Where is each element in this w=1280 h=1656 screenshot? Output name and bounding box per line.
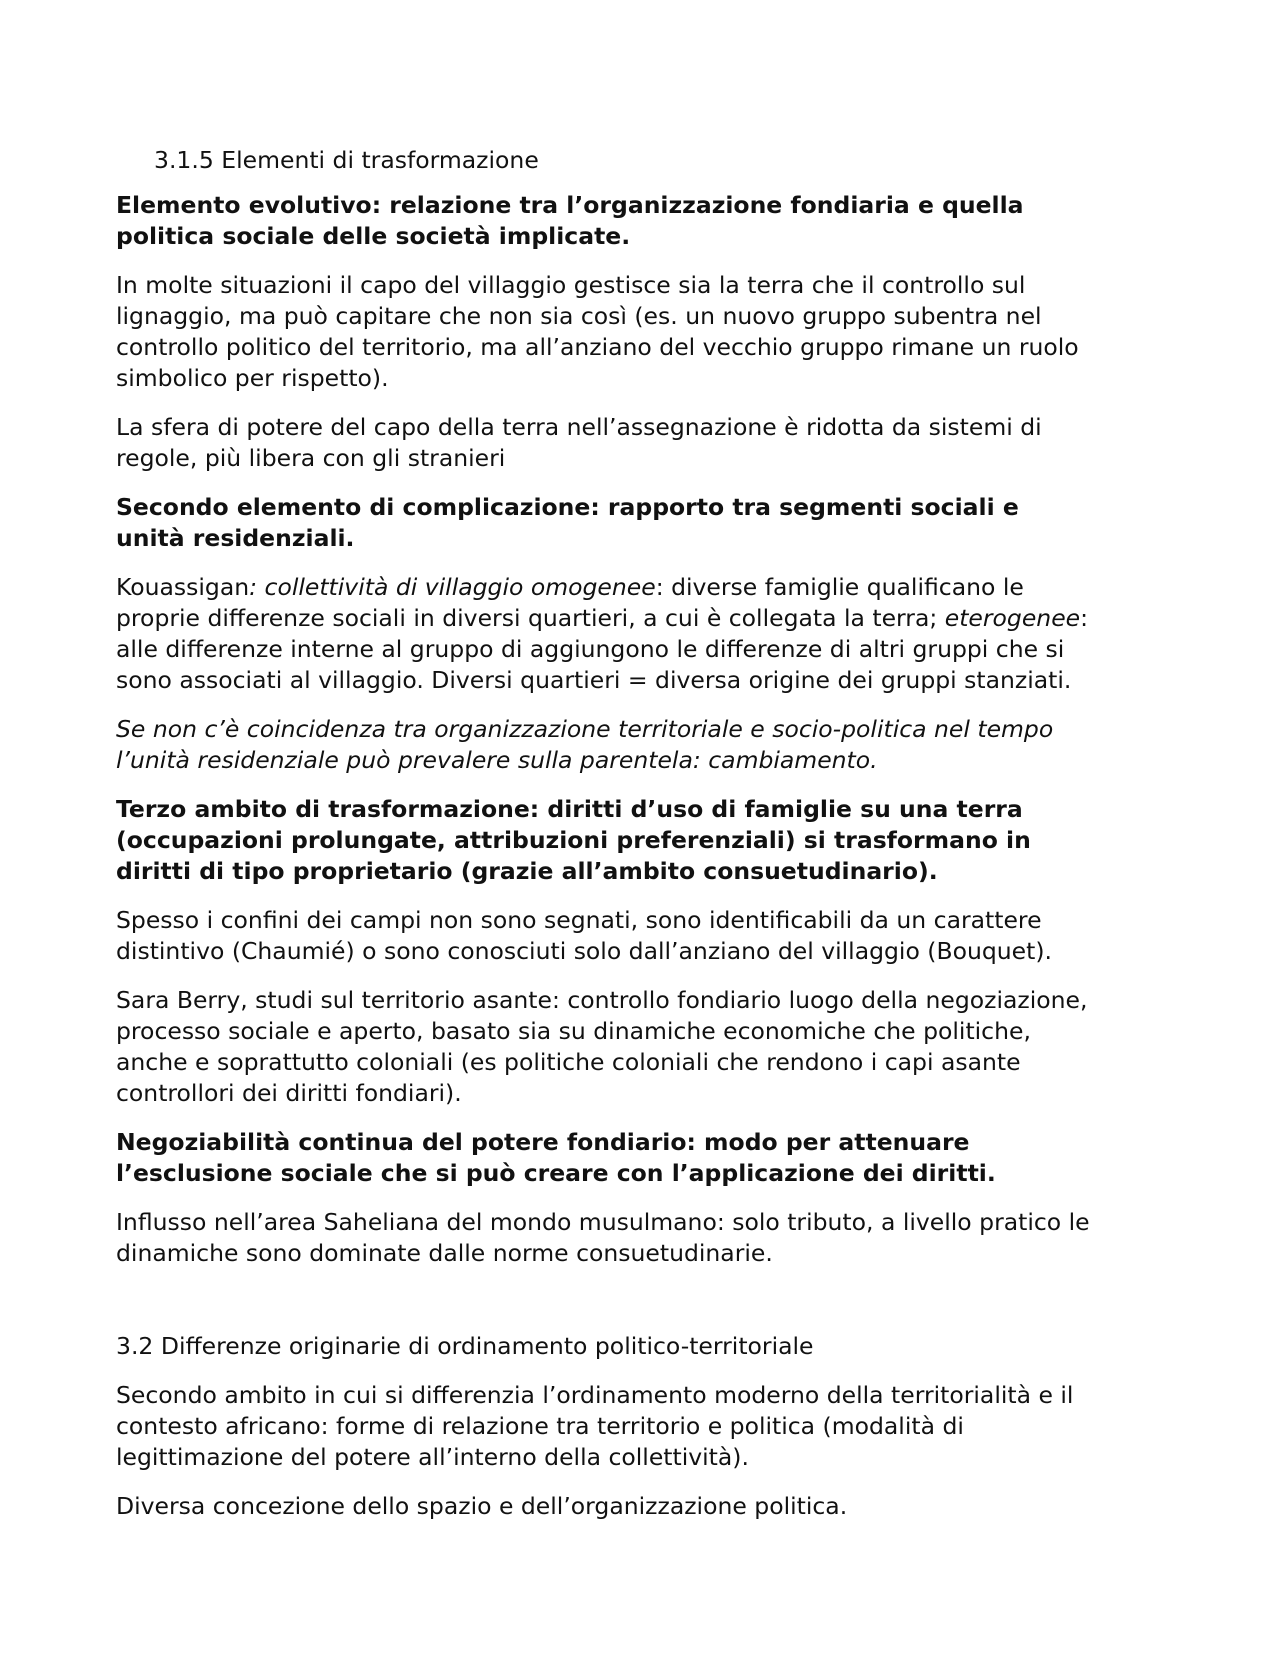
- text-line: alle differenze interne al gruppo di aggiungono le differenze di altri gruppi che si: [116, 635, 1065, 663]
- italic-term: eterogenee: [944, 604, 1081, 632]
- text-line: anche e soprattutto coloniali (es politiche coloniali che rendono i capi asante: [116, 1048, 1021, 1076]
- paragraph-confini-campi: [116, 905, 1166, 967]
- text-line: Sara Berry, studi sul territorio asante: controllo fondiario luogo della negoziazione,: [116, 986, 1088, 1014]
- text-run: :: [1080, 604, 1089, 632]
- text-line: Spesso i confini dei campi non sono segnati, sono identificabili da un carattere: [116, 906, 1042, 934]
- text-line: Se non c’è coincidenza tra organizzazione territoriale e socio-politica nel tempo: [116, 715, 1054, 743]
- paragraph-capo-villaggio: [116, 270, 1166, 394]
- text-line: sono associati al villaggio. Diversi quartieri = diversa origine dei gruppi stanziati.: [116, 666, 1072, 694]
- text-line: Terzo ambito di trasformazione: diritti d’uso di famiglie su una terra: [116, 795, 1023, 823]
- paragraph-influsso-saheliana: [116, 1207, 1166, 1269]
- text-line: Secondo ambito in cui si differenzia l’ordinamento moderno della territorialità e il: [116, 1381, 1074, 1409]
- paragraph-sara-berry: [116, 985, 1166, 1109]
- text-line: La sfera di potere del capo della terra nell’assegnazione è ridotta da sistemi di: [116, 413, 1042, 441]
- text-line: Elemento evolutivo: relazione tra l’organizzazione fondiaria e quella: [116, 191, 1024, 219]
- heading-text: 3.1.5 Elementi di trasformazione: [154, 146, 539, 174]
- text-line: l’esclusione sociale che si può creare con l’applicazione dei diritti.: [116, 1159, 996, 1187]
- heading-text: 3.2 Differenze originarie di ordinamento politico-territoriale: [116, 1332, 814, 1360]
- bold-paragraph-secondo-elemento: [116, 492, 1166, 554]
- text-line: dinamiche sono dominate dalle norme consuetudinarie.: [116, 1239, 773, 1267]
- paragraph-diversa-concezione: [116, 1491, 1166, 1522]
- text-line: unità residenziali.: [116, 524, 355, 552]
- author-name: Kouassigan: [116, 573, 250, 601]
- text-run: proprie differenze sociali in diversi quartieri, a cui è collegata la terra;: [116, 604, 945, 632]
- text-line: controllori dei diritti fondiari).: [116, 1079, 462, 1107]
- text-line: l’unità residenziale può prevalere sulla parentela: cambiamento.: [116, 746, 878, 774]
- text-line: controllo politico del territorio, ma all’anziano del vecchio gruppo rimane un ruolo: [116, 333, 1079, 361]
- text-line: politica sociale delle società implicate.: [116, 222, 631, 250]
- text-line: contesto africano: forme di relazione tra territorio e politica (modalità di: [116, 1412, 964, 1440]
- text-line: lignaggio, ma può capitare che non sia così (es. un nuovo gruppo subentra nel: [116, 302, 1042, 330]
- text-line: [116, 572, 1166, 603]
- text-line: diritti di tipo proprietario (grazie all’ambito consuetudinario).: [116, 857, 938, 885]
- paragraph-secondo-ambito: [116, 1380, 1166, 1473]
- text-run: : diverse famiglie qualificano le: [655, 573, 1024, 601]
- text-line: distintivo (Chaumié) o sono conosciuti solo dall’anziano del villaggio (Bouquet).: [116, 937, 1052, 965]
- text-line: (occupazioni prolungate, attribuzioni preferenziali) si trasformano in: [116, 826, 1031, 854]
- document-page: [116, 145, 1166, 1540]
- italic-paragraph-coincidenza: [116, 714, 1166, 776]
- paragraph-kouassigan: [116, 572, 1166, 696]
- text-line: simbolico per rispetto).: [116, 364, 389, 392]
- italic-term: : collettività di villaggio omogenee: [249, 573, 656, 601]
- text-line: Influsso nell’area Saheliana del mondo musulmano: solo tributo, a livello pratico le: [116, 1208, 1090, 1236]
- text-line: processo sociale e aperto, basato sia su dinamiche economiche che politiche,: [116, 1017, 1031, 1045]
- text-line: Diversa concezione dello spazio e dell’organizzazione politica.: [116, 1492, 848, 1520]
- section-heading-3-1-5: [116, 145, 1166, 176]
- bold-paragraph-negoziabilita: [116, 1127, 1166, 1189]
- paragraph-sfera-potere: [116, 412, 1166, 474]
- text-line: legittimazione del potere all’interno della collettività).: [116, 1443, 749, 1471]
- bold-paragraph-terzo-ambito: [116, 794, 1166, 887]
- section-heading-3-2: [116, 1331, 1166, 1362]
- text-line: [116, 603, 1166, 634]
- bold-paragraph-elemento-evolutivo: [116, 190, 1166, 252]
- text-line: Secondo elemento di complicazione: rapporto tra segmenti sociali e: [116, 493, 1019, 521]
- text-line: In molte situazioni il capo del villaggio gestisce sia la terra che il controllo sul: [116, 271, 1026, 299]
- text-line: Negoziabilità continua del potere fondiario: modo per attenuare: [116, 1128, 970, 1156]
- text-line: regole, più libera con gli stranieri: [116, 444, 506, 472]
